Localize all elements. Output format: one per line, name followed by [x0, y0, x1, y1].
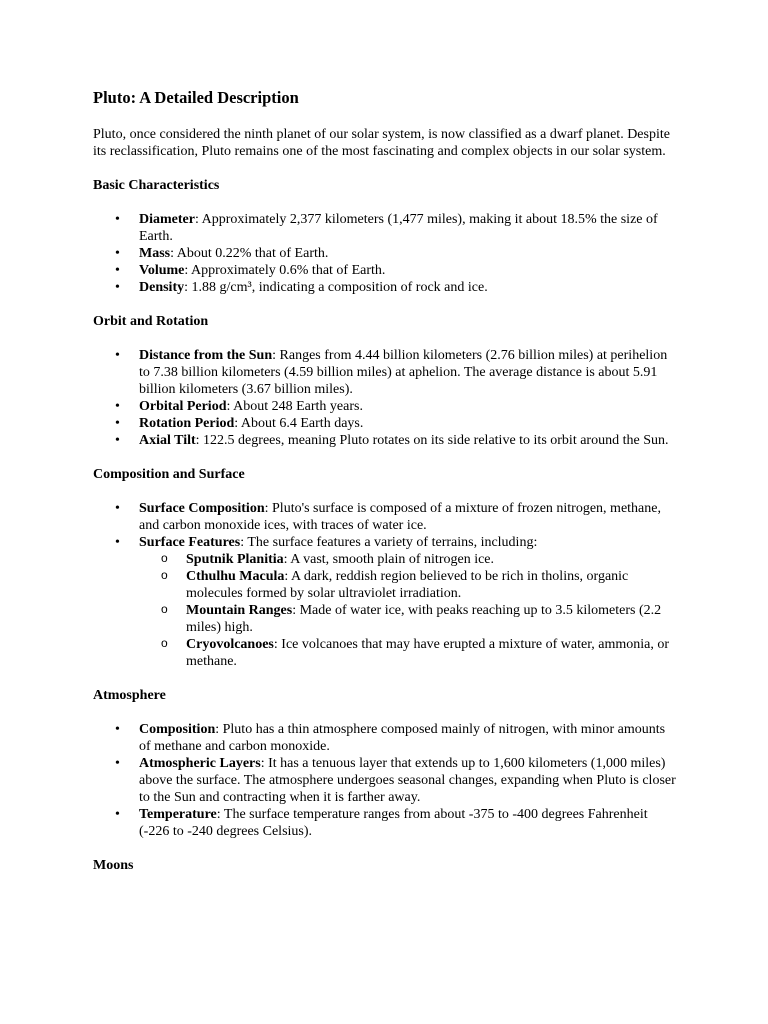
item-term: Atmospheric Layers [139, 756, 261, 771]
list-item [93, 721, 678, 755]
orbit-list [93, 347, 678, 449]
section-heading-basic: Basic Characteristics [93, 178, 220, 193]
item-term: Diameter [139, 212, 195, 227]
item-text: : It has a tenuous layer that extends up to 1,600 kilometers (1,000 miles) above the surface. The atmosphere undergoes seasonal changes, expanding when Pluto is closer to the Sun and contracting when it is farther away. [139, 756, 676, 805]
item-term: Mass [139, 246, 171, 261]
item-term: Distance from the Sun [139, 348, 273, 363]
item-term: Mountain Ranges [186, 603, 293, 618]
list-item [93, 415, 678, 432]
item-text: : Ice volcanoes that may have erupted a mixture of water, ammonia, or methane. [186, 637, 670, 669]
item-text: : Ranges from 4.44 billion kilometers (2.76 billion miles) at perihelion to 7.38 billion kilometers (4.59 billion miles) at aphelion. The average distance is about 5.91 billion kilometers (3.67 billion miles). [139, 348, 668, 397]
item-term: Temperature [139, 807, 217, 822]
item-term: Sputnik Planitia [186, 552, 284, 567]
sublist-item [139, 602, 678, 636]
composition-list [93, 500, 678, 670]
list-item [93, 755, 678, 806]
item-term: Volume [139, 263, 185, 278]
item-text: : A dark, reddish region believed to be rich in tholins, organic molecules formed by solar ultraviolet irradiation. [186, 569, 629, 601]
item-term: Density [139, 280, 185, 295]
item-term: Surface Composition [139, 501, 265, 516]
section-heading-moons: Moons [93, 858, 134, 873]
list-item [93, 500, 678, 534]
item-term: Orbital Period [139, 399, 227, 414]
item-term: Surface Features [139, 535, 241, 550]
item-term: Cthulhu Macula [186, 569, 285, 584]
item-term: Rotation Period [139, 416, 235, 431]
item-text: : The surface temperature ranges from about -375 to -400 degrees Fahrenheit (-226 to -240 degrees Celsius). [139, 807, 648, 839]
section-heading-composition: Composition and Surface [93, 467, 245, 482]
document-body [93, 88, 678, 891]
intro-paragraph: Pluto, once considered the ninth planet of our solar system, is now classified as a dwarf planet. Despite its reclassification, Pluto remains one of the most fascinating and complex objects in our solar system. [93, 127, 670, 159]
section-heading-orbit: Orbit and Rotation [93, 314, 209, 329]
item-text: : 122.5 degrees, meaning Pluto rotates on its side relative to its orbit around the Sun. [195, 433, 669, 448]
item-text: : Pluto's surface is composed of a mixture of frozen nitrogen, methane, and carbon monoxide ices, with traces of water ice. [139, 501, 661, 533]
item-text: : Approximately 2,377 kilometers (1,477 miles), making it about 18.5% the size of Earth. [139, 212, 658, 244]
item-text: : 1.88 g/cm³, indicating a composition of rock and ice. [184, 280, 488, 295]
item-term: Axial Tilt [139, 433, 196, 448]
atmosphere-list [93, 721, 678, 840]
list-item [93, 211, 678, 245]
item-text: : About 248 Earth years. [226, 399, 363, 414]
item-text: : Pluto has a thin atmosphere composed mainly of nitrogen, with minor amounts of methane and carbon monoxide. [139, 722, 666, 754]
surface-features-sublist [139, 551, 678, 670]
list-item [93, 534, 678, 670]
item-text: : Approximately 0.6% that of Earth. [184, 263, 386, 278]
item-text: : About 6.4 Earth days. [234, 416, 364, 431]
item-text: : About 0.22% that of Earth. [170, 246, 329, 261]
sublist-item [139, 551, 678, 568]
section-heading-atmosphere: Atmosphere [93, 688, 166, 703]
page-title: Pluto: A Detailed Description [93, 88, 299, 107]
basic-list [93, 211, 678, 296]
item-term: Cryovolcanoes [186, 637, 274, 652]
item-text: : A vast, smooth plain of nitrogen ice. [283, 552, 495, 567]
list-item [93, 432, 678, 449]
item-text: : Made of water ice, with peaks reaching up to 3.5 kilometers (2.2 miles) high. [186, 603, 662, 635]
list-item [93, 398, 678, 415]
sublist-item [139, 636, 678, 670]
list-item [93, 806, 678, 840]
item-term: Composition [139, 722, 216, 737]
item-text: : The surface features a variety of terrains, including: [240, 535, 538, 550]
list-item [93, 245, 678, 262]
list-item [93, 262, 678, 279]
list-item [93, 279, 678, 296]
list-item [93, 347, 678, 398]
sublist-item [139, 568, 678, 602]
